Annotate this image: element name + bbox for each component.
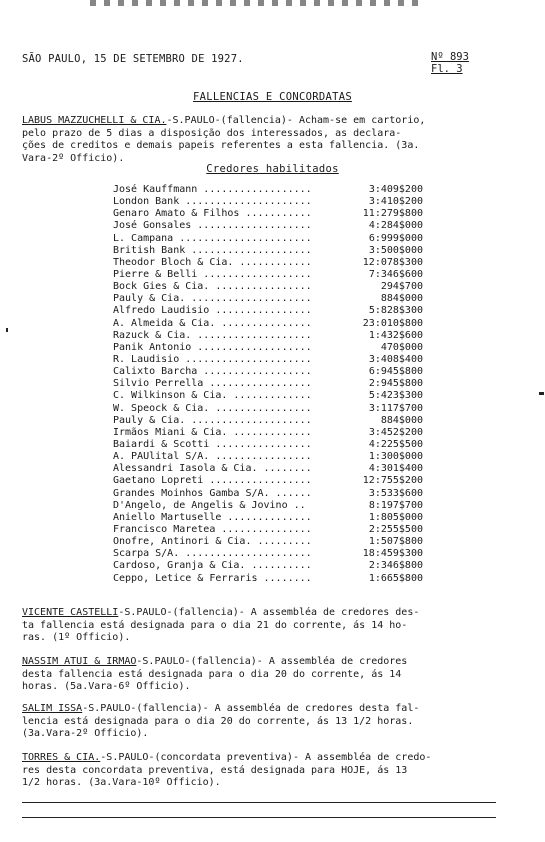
creditors-title: Credores habilitados: [206, 163, 339, 175]
creditor-row: [113, 269, 423, 281]
creditor-row: [113, 293, 423, 305]
issue-number: Nº 893: [431, 51, 469, 63]
scan-edge-marks: [90, 0, 420, 6]
creditor-name: Aniello Martuselle ..............: [113, 511, 312, 523]
creditor-name: A. Almeida & Cia. ...............: [113, 317, 312, 329]
creditor-amount: 3:408$400: [368, 353, 423, 365]
entry-text: ras. (1º Officio).: [22, 632, 131, 644]
creditor-row: [113, 573, 423, 585]
entry-nassim-atui: [22, 656, 500, 694]
creditor-name: C. Wilkinson & Cia. .............: [113, 390, 312, 402]
creditor-row: [113, 220, 423, 232]
entry-text: horas. (5a.Vara-6º Officio).: [22, 681, 191, 693]
creditor-row: [113, 281, 423, 293]
entry-text: ta fallencia está designada para o dia 21 do corrente, ás 14 ho-: [22, 619, 408, 631]
creditor-amount: 4:301$400: [368, 463, 423, 475]
creditor-row: [113, 318, 423, 330]
creditor-amount: 18:459$300: [362, 548, 423, 560]
creditor-name: Panik Antonio ...................: [113, 341, 312, 353]
creditor-row: [113, 488, 423, 500]
creditor-row: [113, 257, 423, 269]
creditor-row: [113, 415, 423, 427]
creditor-row: [113, 208, 423, 220]
scan-speck: [539, 392, 544, 395]
creditor-amount: 6:999$000: [368, 232, 423, 244]
creditor-amount: 884$000: [380, 293, 423, 305]
creditor-name: British Bank ....................: [113, 244, 312, 256]
creditor-amount: 294$700: [380, 281, 423, 293]
creditor-name: Onofre, Antinori & Cia. .........: [113, 536, 312, 548]
creditor-row: [113, 330, 423, 342]
entry-text: pelo prazo de 5 dias a disposição dos interessados, as declara-: [22, 127, 402, 139]
creditor-name: W. Speock & Cia. ................: [113, 402, 312, 414]
creditor-name: London Bank .....................: [113, 196, 312, 208]
creditor-amount: 470$000: [380, 341, 423, 353]
creditor-row: [113, 500, 423, 512]
creditor-amount: 1:300$000: [368, 451, 423, 463]
entry-text: ções de creditos e demais papeis referentes a esta fallencia. (3a.: [22, 140, 420, 152]
entry-vicente-castelli: [22, 607, 500, 645]
creditor-amount: 7:346$600: [368, 268, 423, 280]
creditor-name: Alessandri Iasola & Cia. ........: [113, 463, 312, 475]
creditor-amount: 1:507$800: [368, 536, 423, 548]
entry-salim-issa: [22, 703, 500, 741]
creditor-amount: 3:452$200: [368, 426, 423, 438]
creditor-amount: 3:410$200: [368, 196, 423, 208]
entry-name: TORRES & CIA.: [22, 752, 101, 763]
creditor-amount: 8:197$700: [368, 499, 423, 511]
place-date: SÃO PAULO, 15 DE SETEMBRO DE 1927.: [22, 53, 244, 65]
creditor-name: D'Angelo, de Angelis & Jovino ..: [113, 499, 306, 511]
creditor-row: [113, 354, 423, 366]
creditor-name: Grandes Moinhos Gamba S/A. ......: [113, 487, 312, 499]
creditor-name: Pierre & Belli ..................: [113, 268, 312, 280]
creditor-name: Cardoso, Granja & Cia. ..........: [113, 560, 312, 572]
creditor-name: Pauly & Cia. ....................: [113, 293, 312, 305]
creditor-amount: 2:255$500: [368, 523, 423, 535]
creditor-name: Gaetano Lopreti .................: [113, 475, 312, 487]
creditor-name: R. Laudisio .....................: [113, 353, 312, 365]
creditor-amount: 3:409$200: [368, 184, 423, 195]
entry-name: NASSIM ATUI & IRMÃO: [22, 656, 137, 667]
creditor-row: [113, 451, 423, 463]
creditor-row: [113, 245, 423, 257]
entry-text: -S.PAULO-(fallencia)- A assembléa de credores: [136, 656, 408, 667]
creditor-row: [113, 475, 423, 487]
creditor-amount: 2:346$800: [368, 560, 423, 572]
sheet-number: Fl. 3: [431, 63, 463, 75]
entry-text: (3a.Vara-2º Officio).: [22, 728, 149, 740]
creditor-amount: 12:755$200: [362, 475, 423, 487]
creditor-amount: 1:665$800: [368, 572, 423, 584]
entry-text: -S.PAULO-(concordata preventiva)- A assembléa de credo-: [100, 752, 432, 763]
entry-name: LABUS MAZZUCHELLI & CIA.: [22, 115, 167, 126]
bottom-rule: [22, 802, 496, 803]
creditor-row: [113, 305, 423, 317]
creditor-amount: 1:432$600: [368, 329, 423, 341]
entry-text: res desta concordata preventiva, está designada para HOJE, ás 13: [22, 764, 408, 776]
creditor-amount: 4:225$500: [368, 438, 423, 450]
creditor-name: A. PAUlital S/A. ................: [113, 451, 312, 463]
entry-text: -S.PAULO-(fallencia)- Acham-se em cartorio,: [166, 115, 426, 126]
creditor-name: Bock Gies & Cia. ................: [113, 281, 312, 293]
creditor-amount: 5:828$300: [368, 305, 423, 317]
creditor-name: Alfredo Laudisio ................: [113, 305, 312, 317]
issue-reference: [431, 51, 469, 75]
creditor-row: [113, 403, 423, 415]
entry-name: VICENTE CASTELLI: [22, 607, 119, 618]
creditor-amount: 3:500$000: [368, 244, 423, 256]
bottom-rule: [22, 817, 496, 818]
creditor-row: [113, 378, 423, 390]
entry-text: lencia está designada para o dia 20 do corrente, ás 13 1/2 horas.: [22, 715, 414, 727]
creditor-row: [113, 390, 423, 402]
creditor-row: [113, 184, 423, 196]
creditor-name: Theodor Bloch & Cia. ............: [113, 256, 312, 268]
creditor-row: [113, 560, 423, 572]
creditor-name: Calixto Barcha ..................: [113, 366, 312, 378]
creditor-amount: 2:945$800: [368, 378, 423, 390]
creditor-row: [113, 427, 423, 439]
entry-text: 1/2 horas. (3a.Vara-10º Officio).: [22, 777, 221, 789]
creditor-amount: 1:805$000: [368, 511, 423, 523]
creditor-amount: 6:945$800: [368, 366, 423, 378]
creditor-row: [113, 233, 423, 245]
entry-text: -S.PAULO-(fallencia)- A assembléa de credores desta fal-: [82, 703, 420, 714]
creditor-row: [113, 512, 423, 524]
section-title: FALLENCIAS E CONCORDATAS: [193, 91, 352, 103]
creditor-name: José Gonsales ...................: [113, 220, 312, 232]
creditors-list: [113, 184, 423, 585]
creditor-amount: 4:284$000: [368, 220, 423, 232]
creditor-row: [113, 366, 423, 378]
creditor-amount: 23:010$800: [362, 317, 423, 329]
entry-torres: [22, 752, 500, 790]
creditor-amount: 3:117$700: [368, 402, 423, 414]
entry-text: desta fallencia está designada para o dia 20 do corrente, ás 14: [22, 668, 402, 680]
creditor-name: Silvio Perrella .................: [113, 378, 312, 390]
creditor-amount: 3:533$600: [368, 487, 423, 499]
creditor-name: Genaro Amato & Filhos ...........: [113, 208, 312, 220]
creditor-row: [113, 342, 423, 354]
creditor-name: Scarpa S/A. .....................: [113, 548, 312, 560]
entry-name: SALIM ISSA: [22, 703, 83, 714]
creditor-amount: 5:423$300: [368, 390, 423, 402]
creditor-row: [113, 196, 423, 208]
entry-text: Vara-2º Officio).: [22, 152, 125, 164]
creditor-name: Baiardi & Scotti ................: [113, 438, 312, 450]
entry-labus: [22, 115, 500, 165]
creditor-row: [113, 548, 423, 560]
creditor-row: [113, 463, 423, 475]
creditor-name: Irmãos Miani & Cia. .............: [113, 426, 312, 438]
creditor-row: [113, 524, 423, 536]
creditor-row: [113, 439, 423, 451]
creditor-amount: 884$000: [380, 414, 423, 426]
creditor-name: Francisco Maretea ...............: [113, 523, 312, 535]
creditor-name: José Kauffmann ..................: [113, 184, 312, 195]
creditor-name: Pauly & Cia. ....................: [113, 414, 312, 426]
creditor-amount: 12:078$300: [362, 256, 423, 268]
creditor-name: Razuck & Cia. ...................: [113, 329, 312, 341]
entry-text: -S.PAULO-(fallencia)- A assembléa de credores des-: [118, 607, 420, 618]
creditor-row: [113, 536, 423, 548]
creditor-name: Ceppo, Letice & Ferraris ........: [113, 572, 312, 584]
scan-speck: [6, 328, 8, 332]
creditor-amount: 11:279$800: [362, 208, 423, 220]
creditor-name: L. Campana ......................: [113, 232, 312, 244]
